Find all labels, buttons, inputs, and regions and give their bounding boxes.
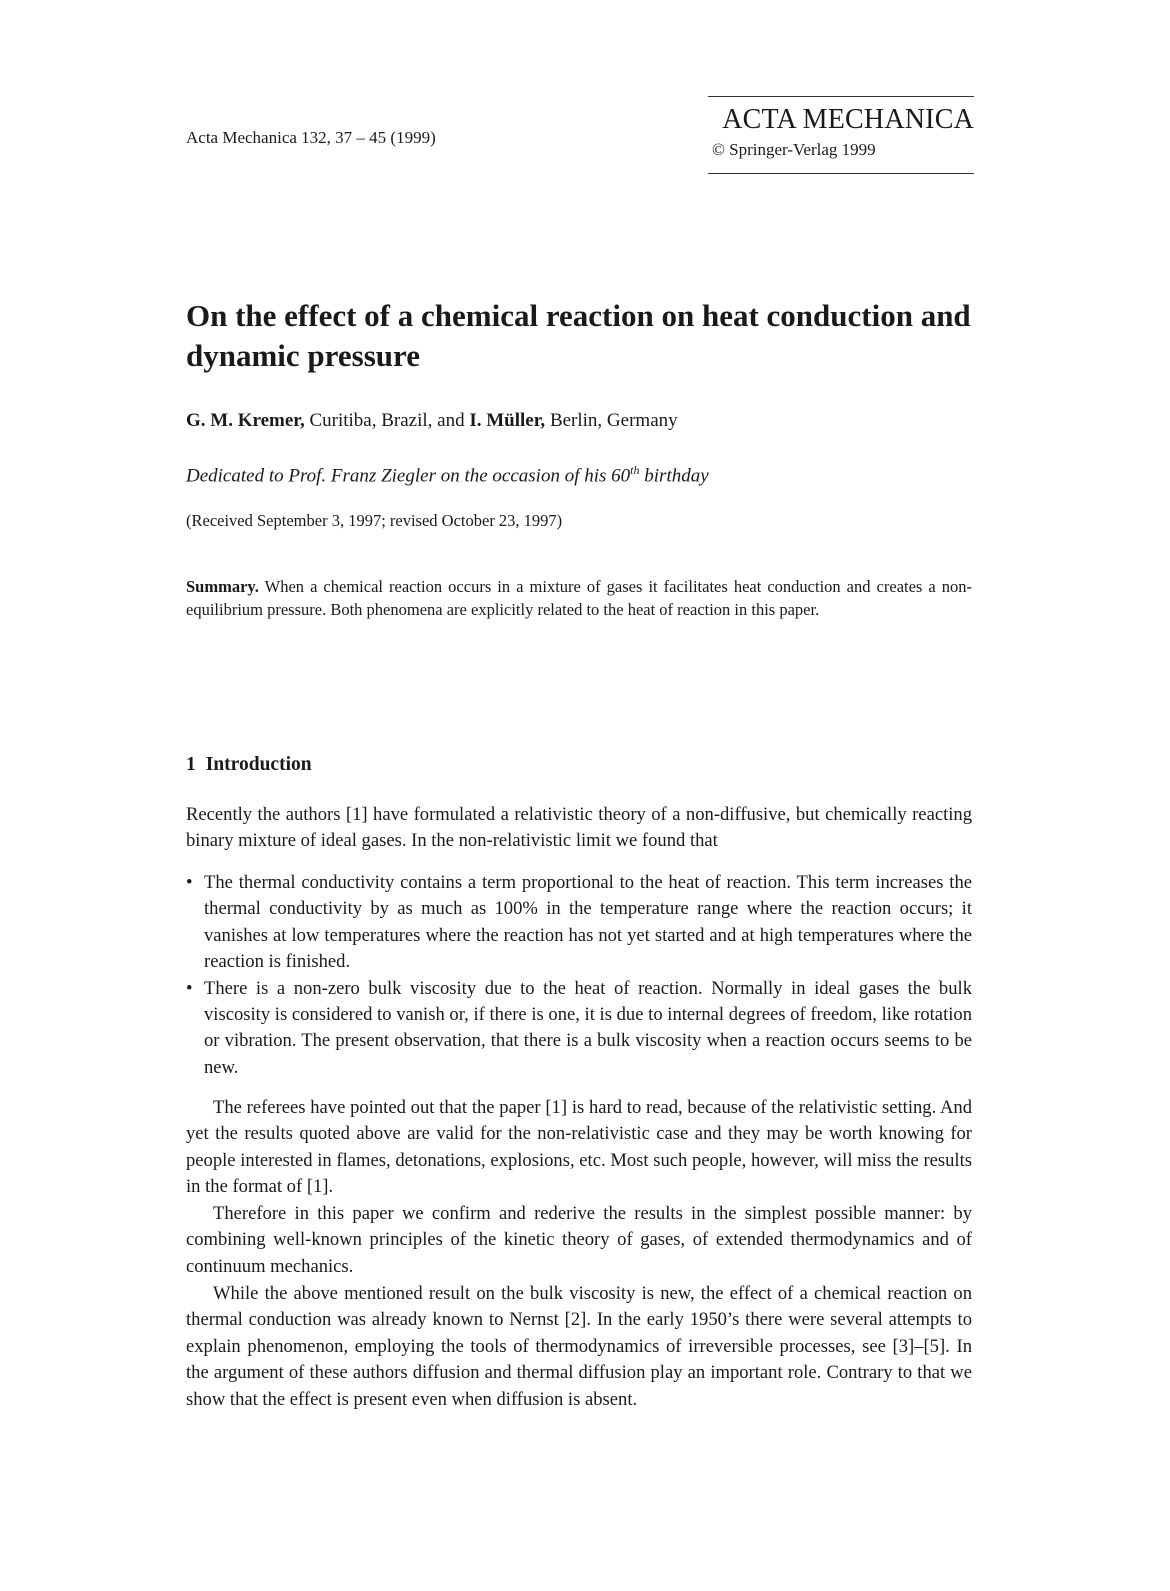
intro-paragraph-4: While the above mentioned result on the bulk viscosity is new, the effect of a chemical reaction on thermal conduction was already known to Nernst [2]. In the early 1950’s there were several attempts to explain phenomenon, employing the tools of thermodynamics of irreversible processes, see [3]–[5]. In the argument of these authors diffusion and thermal diffusion play an important role. Contrary to that we show that the effect is present even when diffusion is absent.: [186, 1283, 972, 1410]
list-item: [186, 870, 972, 976]
copyright-notice: © Springer-Verlag 1999: [712, 140, 876, 159]
journal-name: ACTA MECHANICA: [722, 104, 974, 135]
dedication: [186, 463, 709, 487]
summary-text: When a chemical reaction occurs in a mixture of gases it facilitates heat conduction and creates a non-equilibrium pressure. Both phenomena are explicitly related to the heat of reaction in this paper.: [186, 577, 972, 619]
received-dates: (Received September 3, 1997; revised October 23, 1997): [186, 511, 563, 530]
dedication-text: Dedicated to Prof. Franz Ziegler on the occasion of his 60: [186, 465, 631, 487]
list-item: [186, 976, 972, 1082]
bullet-icon: •: [186, 977, 193, 999]
section-number: 1: [186, 754, 196, 775]
section-title: Introduction: [205, 754, 312, 775]
intro-paragraph-3: Therefore in this paper we confirm and rederive the results in the simplest possible manner: by combining well-known principles of the kinetic theory of gases, of extended thermodynamics and of continuum mechanics.: [186, 1203, 972, 1277]
author-line: [186, 410, 678, 432]
findings-list: [186, 870, 972, 1081]
author-1-name: G. M. Kremer,: [186, 410, 305, 431]
list-item-text: The thermal conductivity contains a term proportional to the heat of reaction. This term increases the thermal conductivity by as much as 100% in the temperature range where the reaction occurs; it vanishes at low temperatures where the reaction has not yet started and at high temperatures where the reaction is finished.: [204, 872, 972, 973]
author-2-affiliation: Berlin, Germany: [545, 410, 678, 431]
masthead-bottom-rule: [708, 173, 974, 174]
paper-title: On the effect of a chemical reaction on heat conduction and dynamic pressure: [186, 298, 971, 373]
dedication-superscript: th: [630, 463, 640, 477]
author-2-name: I. Müller,: [469, 410, 546, 431]
intro-paragraph-2: The referees have pointed out that the paper [1] is hard to read, because of the relativistic setting. And yet the results quoted above are valid for the non-relativistic case and they may be worth knowing for people interested in flames, detonations, explosions, etc. Most such people, however, will miss the results in the format of [1].: [186, 1097, 972, 1198]
list-item-text: There is a non-zero bulk viscosity due to the heat of reaction. Normally in ideal gases the bulk viscosity is considered to vanish or, if there is one, it is due to internal degrees of freedom, like rotation or vibration. The present observation, that there is a bulk viscosity when a reaction occurs seems to be new.: [204, 977, 972, 1078]
masthead-top-rule: [708, 96, 974, 97]
author-1-affiliation: Curitiba, Brazil, and: [304, 410, 470, 431]
journal-masthead: [708, 96, 974, 174]
intro-paragraph-1: Recently the authors [1] have formulated a relativistic theory of a non-diffusive, but chemically reacting binary mixture of ideal gases. In the non-relativistic limit we found that: [186, 804, 972, 852]
summary-abstract: [186, 575, 972, 621]
bullet-icon: •: [186, 872, 193, 893]
section-heading-introduction: [186, 754, 312, 776]
summary-label: Summary.: [186, 577, 259, 596]
dedication-suffix: birthday: [639, 465, 709, 487]
journal-citation: Acta Mechanica 132, 37 – 45 (1999): [186, 128, 436, 147]
